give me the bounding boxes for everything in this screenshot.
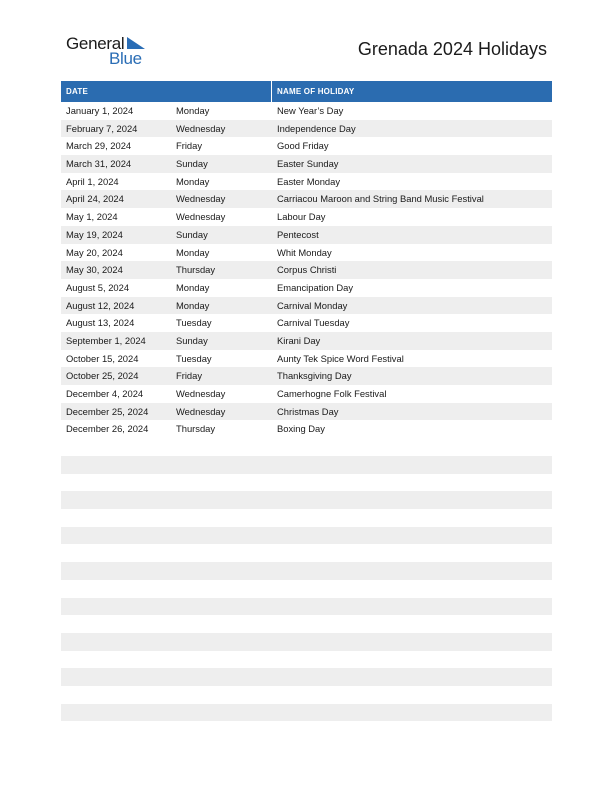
- header-divider: [271, 81, 272, 102]
- cell-date: April 1, 2024: [66, 175, 119, 187]
- empty-row: [61, 527, 552, 545]
- table-row: [61, 208, 552, 226]
- table-row: [61, 120, 552, 138]
- cell-date: January 1, 2024: [66, 105, 134, 116]
- cell-weekday: Tuesday: [176, 317, 212, 329]
- table-row: [61, 190, 552, 208]
- table-row: [61, 403, 552, 421]
- cell-date: March 31, 2024: [66, 158, 132, 170]
- empty-row: [61, 633, 552, 651]
- cell-weekday: Tuesday: [176, 352, 212, 364]
- table-row: [61, 350, 552, 368]
- empty-row: [61, 562, 552, 580]
- cell-date: August 13, 2024: [66, 317, 135, 329]
- table-row: [61, 314, 552, 332]
- cell-holiday-name: Carnival Tuesday: [277, 317, 350, 329]
- table-row: [61, 420, 552, 438]
- cell-date: March 29, 2024: [66, 140, 132, 152]
- cell-holiday-name: Whit Monday: [277, 246, 332, 258]
- cell-weekday: Sunday: [176, 334, 208, 346]
- cell-weekday: Sunday: [176, 158, 208, 170]
- logo-word-blue: Blue: [109, 49, 142, 68]
- cell-holiday-name: Kirani Day: [277, 334, 321, 346]
- table-row: [61, 297, 552, 315]
- empty-row: [61, 704, 552, 722]
- cell-holiday-name: Pentecost: [277, 228, 319, 240]
- cell-date: May 30, 2024: [66, 264, 123, 276]
- cell-date: February 7, 2024: [66, 122, 138, 134]
- cell-holiday-name: Corpus Christi: [277, 264, 337, 276]
- cell-weekday: Thursday: [176, 423, 216, 435]
- cell-holiday-name: Aunty Tek Spice Word Festival: [277, 352, 404, 364]
- cell-weekday: Thursday: [176, 264, 216, 276]
- cell-date: October 25, 2024: [66, 370, 139, 382]
- table-row: [61, 367, 552, 385]
- cell-weekday: Monday: [176, 299, 210, 311]
- cell-date: May 20, 2024: [66, 246, 123, 258]
- cell-date: December 25, 2024: [66, 405, 149, 417]
- table-row: [61, 332, 552, 350]
- cell-weekday: Wednesday: [176, 405, 226, 417]
- empty-row: [61, 456, 552, 474]
- cell-weekday: Monday: [176, 281, 210, 293]
- page-title: Grenada 2024 Holidays: [357, 39, 547, 59]
- empty-row: [61, 491, 552, 509]
- cell-weekday: Friday: [176, 370, 203, 382]
- cell-holiday-name: Independence Day: [277, 122, 356, 134]
- cell-holiday-name: Christmas Day: [277, 405, 339, 417]
- cell-weekday: Wednesday: [176, 122, 226, 134]
- cell-date: December 4, 2024: [66, 388, 144, 399]
- cell-holiday-name: Easter Sunday: [277, 158, 339, 170]
- header-date: DATE: [66, 87, 88, 96]
- generalblue-logo: [66, 34, 156, 68]
- empty-row: [61, 668, 552, 686]
- cell-weekday: Monday: [176, 175, 210, 187]
- cell-weekday: Monday: [176, 246, 210, 258]
- cell-holiday-name: Carriacou Maroon and String Band Music Festival: [277, 193, 484, 205]
- cell-holiday-name: Camerhogne Folk Festival: [277, 388, 387, 399]
- cell-holiday-name: Emancipation Day: [277, 281, 354, 293]
- table-row: [61, 155, 552, 173]
- cell-holiday-name: New Year’s Day: [277, 105, 344, 116]
- cell-weekday: Sunday: [176, 228, 208, 240]
- cell-holiday-name: Boxing Day: [277, 423, 325, 435]
- cell-date: May 19, 2024: [66, 228, 123, 240]
- header-holiday-name: NAME OF HOLIDAY: [277, 87, 355, 96]
- cell-holiday-name: Carnival Monday: [277, 299, 348, 311]
- cell-holiday-name: Labour Day: [277, 211, 326, 223]
- cell-weekday: Wednesday: [176, 388, 226, 399]
- logo-word-general: General: [66, 34, 125, 53]
- table-body: [61, 102, 552, 438]
- table-row: [61, 137, 552, 155]
- cell-weekday: Wednesday: [176, 211, 226, 223]
- cell-date: April 24, 2024: [66, 193, 124, 205]
- table-row: [61, 226, 552, 244]
- cell-weekday: Monday: [176, 105, 210, 116]
- cell-holiday-name: Good Friday: [277, 140, 329, 152]
- table-row: [61, 173, 552, 191]
- empty-row: [61, 598, 552, 616]
- table-row: [61, 102, 552, 120]
- table-row: [61, 244, 552, 262]
- logo-triangle-icon: [125, 37, 145, 51]
- table-row: [61, 261, 552, 279]
- cell-date: October 15, 2024: [66, 352, 139, 364]
- holidays-table: [61, 81, 552, 438]
- cell-date: May 1, 2024: [66, 211, 118, 223]
- cell-holiday-name: Easter Monday: [277, 175, 341, 187]
- cell-weekday: Wednesday: [176, 193, 226, 205]
- cell-date: December 26, 2024: [66, 423, 149, 435]
- table-header: [61, 81, 552, 102]
- cell-weekday: Friday: [176, 140, 203, 152]
- table-row: [61, 279, 552, 297]
- cell-date: August 12, 2024: [66, 299, 135, 311]
- cell-holiday-name: Thanksgiving Day: [277, 370, 352, 382]
- cell-date: August 5, 2024: [66, 281, 130, 293]
- cell-date: September 1, 2024: [66, 334, 146, 346]
- table-row: [61, 385, 552, 403]
